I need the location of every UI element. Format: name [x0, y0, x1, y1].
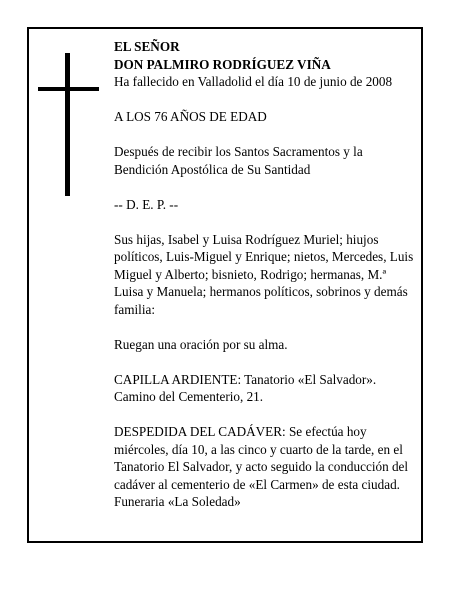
death-statement: Ha fallecido en Valladolid el día 10 de junio de 2008 [114, 74, 393, 89]
honorific: EL SEÑOR [114, 39, 180, 54]
farewell-info: DESPEDIDA DEL CADÁVER: Se efectúa hoy miércoles, día 10, a las cinco y cuarto de la tarde, en el Tanatorio El Salvador, y acto seguido la conducción del cadáver al cementerio de «El Carmen» de esta ciudad. [114, 424, 409, 492]
deceased-name: DON PALMIRO RODRÍGUEZ VIÑA [114, 56, 331, 72]
prayer-request: Ruegan una oración por su alma. [114, 336, 288, 352]
sacraments-line: Después de recibir los Santos Sacramentos y la Bendición Apostólica de Su Santidad [114, 144, 363, 177]
cross-horizontal-bar [38, 87, 99, 91]
chapel-info: CAPILLA ARDIENTE: Tanatorio «El Salvador». Camino del Cementerio, 21. [114, 371, 377, 404]
cross-vertical-bar [65, 53, 70, 196]
age-line: A LOS 76 AÑOS DE EDAD [114, 109, 267, 124]
obituary-text [114, 38, 414, 511]
rip-line: -- D. E. P. -- [114, 196, 179, 212]
funeral-home: Funeraria «La Soledad» [114, 494, 241, 509]
family-list: Sus hijas, Isabel y Luisa Rodríguez Muriel; hiujos políticos, Luis-Miguel y Enrique; nietos, Mercedes, Luis Miguel y Alberto; bisnieto, Rodrigo; hermanas, M.ª Luisa y Manuela; hermanos políticos, sobrinos y demás familia: [114, 231, 414, 317]
